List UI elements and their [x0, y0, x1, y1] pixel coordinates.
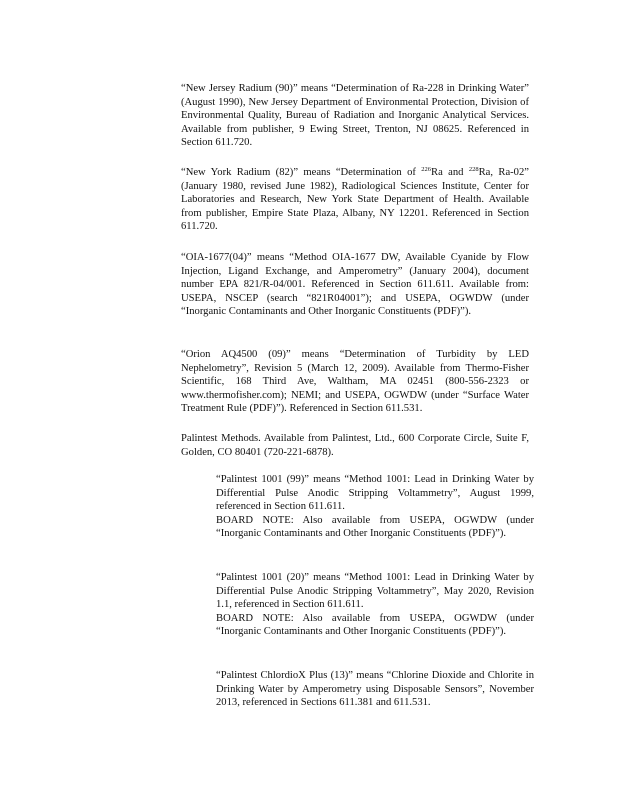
palintest-methods-heading: Palintest Methods. Available from Palintest, Ltd., 600 Corporate Circle, Suite F, Golden, CO 80401 (720-221-6878).	[181, 433, 529, 458]
definition-new-jersey-radium: “New Jersey Radium (90)” means “Determination of Ra-228 in Drinking Water” (August 1990), New Jersey Department of Environmental Protection, Division of Environmental Quality, Bureau of Radiation and Inorganic Analytical Services. Available from publisher, 9 Ewing Street, Trenton, NJ 08625. Referenced in Section 611.720.	[181, 83, 529, 148]
definition-oia-1677: “OIA-1677(04)” means “Method OIA-1677 DW, Available Cyanide by Flow Injection, Ligand Exchange, and Amperometry” (January 2004), document number EPA 821/R-04/001. Referenced in Section 611.611. Available from: USEPA, NSCEP (search “821R04001”); and USEPA, OGWDW (under “Inorganic Contaminants and Other Inorganic Constituents (PDF)”).	[181, 252, 529, 317]
superscript-226: 226	[421, 166, 432, 173]
definition-palintest-1001-20: “Palintest 1001 (20)” means “Method 1001: Lead in Drinking Water by Differential Pulse Anodic Stripping Voltammetry”, May 2020, Revision 1.1, referenced in Section 611.611. BOARD NOTE: Also available from USEPA, OGWDW (under “Inorganic Contaminants and Other Inorganic Constituents (PDF)”).	[216, 572, 534, 637]
superscript-228: 228	[468, 166, 479, 173]
definition-orion-aq4500: “Orion AQ4500 (09)” means “Determination of Turbidity by LED Nephelometry”, Revision 5 (March 12, 2009). Available from Thermo-Fisher Scientific, 168 Third Ave, Waltham, MA 02451 (800-556-2323 or www.thermofisher.com); NEMI; and USEPA, OGWDW (under “Surface Water Treatment Rule (PDF)”). Referenced in Section 611.531.	[181, 349, 529, 414]
definition-palintest-chlordiox: “Palintest ChlordioX Plus (13)” means “Chlorine Dioxide and Chlorite in Drinking Water by Amperometry using Disposable Sensors”, November 2013, referenced in Sections 611.381 and 611.531.	[216, 670, 534, 708]
definition-new-york-radium: “New York Radium (82)” means “Determination of $^{226}$Ra and $^{228}$Ra, Ra-02” (January 1980, revised June 1982), Radiological Sciences Institute, Center for Laboratories and Research, New York State Department of Health. Available from publisher, Empire State Plaza, Albany, NY 12201. Referenced in Section 611.720.	[181, 166, 529, 232]
board-note: BOARD NOTE: Also available from USEPA, OGWDW (under “Inorganic Contaminants and Other Inorganic Constituents (PDF)”).	[216, 514, 534, 539]
board-note: BOARD NOTE: Also available from USEPA, OGWDW (under “Inorganic Contaminants and Other Inorganic Constituents (PDF)”).	[216, 612, 534, 637]
definition-palintest-1001-99: “Palintest 1001 (99)” means “Method 1001: Lead in Drinking Water by Differential Pulse Anodic Stripping Voltammetry”, August 1999, referenced in Section 611.611. BOARD NOTE: Also available from USEPA, OGWDW (under “Inorganic Contaminants and Other Inorganic Constituents (PDF)”).	[216, 474, 534, 539]
